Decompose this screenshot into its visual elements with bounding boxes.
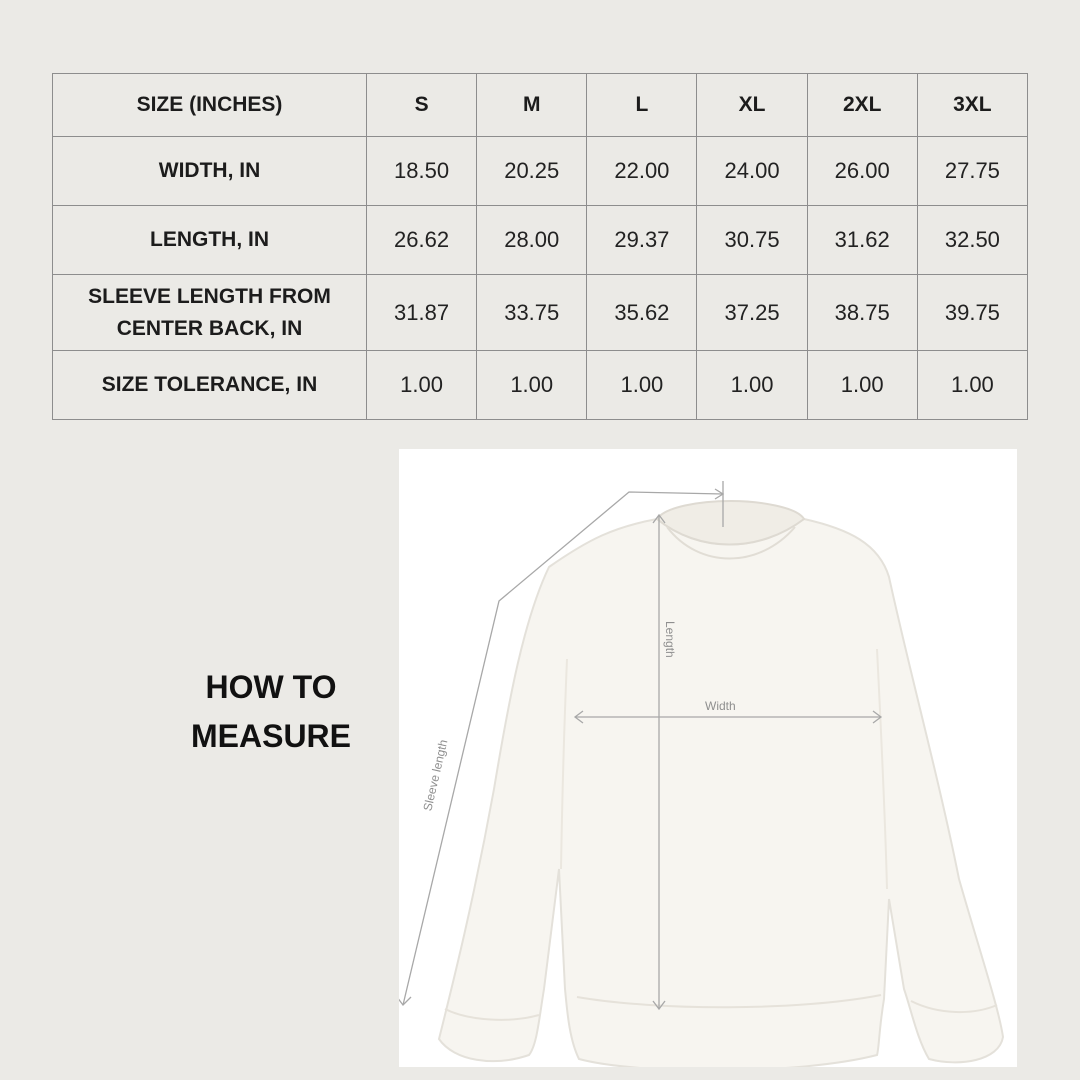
header-size-m: M	[477, 74, 587, 137]
table-cell: 32.50	[917, 206, 1027, 275]
table-cell: 38.75	[807, 275, 917, 351]
sweatshirt-illustration	[439, 501, 1003, 1067]
table-header-row	[53, 74, 1028, 137]
table-cell: 30.75	[697, 206, 807, 275]
table-cell: 27.75	[917, 137, 1027, 206]
table-cell: 22.00	[587, 137, 697, 206]
row-label-sleeve-line1: SLEEVE LENGTH FROM	[88, 284, 331, 308]
how-to-line1: HOW TO	[205, 669, 337, 705]
table-row-size-tolerance	[53, 351, 1028, 420]
table-cell: 37.25	[697, 275, 807, 351]
table-cell: 26.00	[807, 137, 917, 206]
table-cell: 1.00	[477, 351, 587, 420]
table-cell: 28.00	[477, 206, 587, 275]
header-size-3xl: 3XL	[917, 74, 1027, 137]
table-cell: 31.62	[807, 206, 917, 275]
table-cell: 18.50	[367, 137, 477, 206]
table-cell: 39.75	[917, 275, 1027, 351]
length-label: Length	[663, 621, 677, 658]
size-chart-table	[52, 73, 1028, 420]
row-label-sleeve-length	[53, 275, 367, 351]
width-label: Width	[705, 699, 736, 713]
header-size-l: L	[587, 74, 697, 137]
header-size-2xl: 2XL	[807, 74, 917, 137]
row-label-sleeve-line2: CENTER BACK, IN	[116, 316, 303, 340]
table-cell: 33.75	[477, 275, 587, 351]
table-cell: 1.00	[697, 351, 807, 420]
table-cell: 24.00	[697, 137, 807, 206]
table-cell: 29.37	[587, 206, 697, 275]
table-cell: 1.00	[917, 351, 1027, 420]
table-row-length	[53, 206, 1028, 275]
header-size-s: S	[367, 74, 477, 137]
sleeve-length-label: Sleeve length	[420, 738, 451, 813]
table-cell: 1.00	[367, 351, 477, 420]
table-cell: 35.62	[587, 275, 697, 351]
sweatshirt-measurement-diagram	[399, 449, 1017, 1067]
table-cell: 31.87	[367, 275, 477, 351]
row-label-width: WIDTH, IN	[53, 137, 367, 206]
how-to-measure-heading	[171, 663, 371, 761]
header-size-label: SIZE (INCHES)	[53, 74, 367, 137]
table-row-width	[53, 137, 1028, 206]
header-size-xl: XL	[697, 74, 807, 137]
table-cell: 1.00	[587, 351, 697, 420]
how-to-line2: MEASURE	[190, 718, 351, 754]
table-cell: 26.62	[367, 206, 477, 275]
table-cell: 1.00	[807, 351, 917, 420]
row-label-size-tolerance: SIZE TOLERANCE, IN	[53, 351, 367, 420]
table-row-sleeve-length	[53, 275, 1028, 351]
table-cell: 20.25	[477, 137, 587, 206]
row-label-length: LENGTH, IN	[53, 206, 367, 275]
